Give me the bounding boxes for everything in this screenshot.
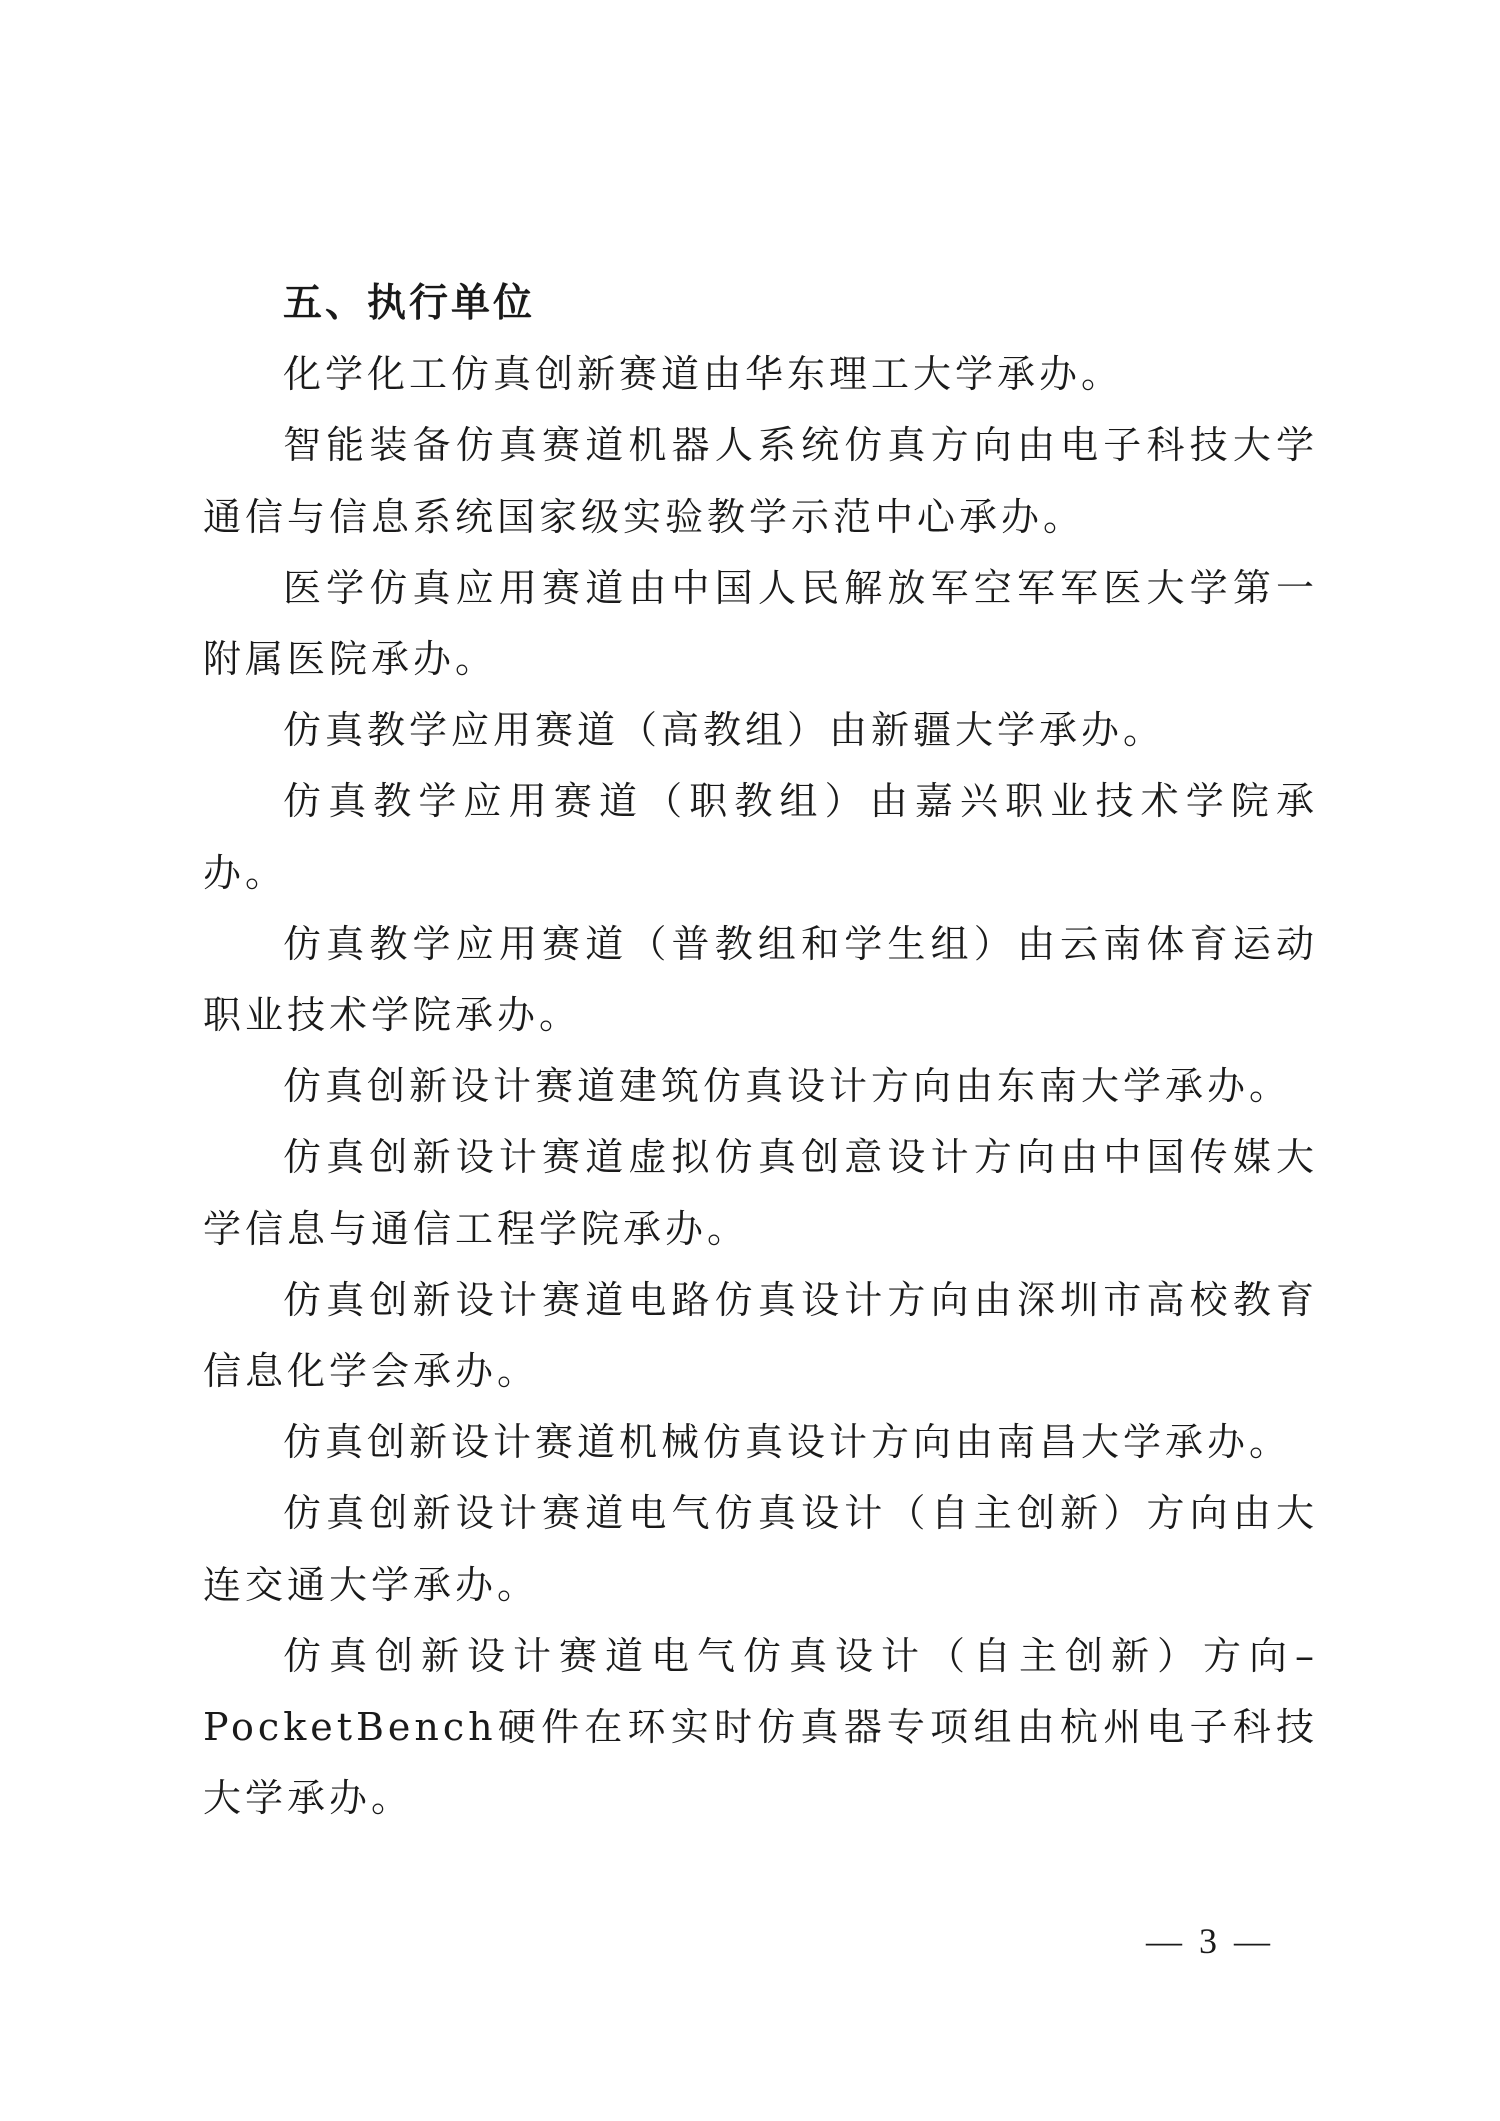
paragraph: 化学化工仿真创新赛道由华东理工大学承办。 [283,352,1124,397]
paragraph: 医学仿真应用赛道由中国人民解放军空军军医大学第一附属医院承办。 [203,565,1318,682]
paragraph: 仿真创新设计赛道机械仿真设计方向由南昌大学承办。 [283,1420,1292,1465]
paragraph: 仿真创新设计赛道虚拟仿真创意设计方向由中国传媒大学信息与通信工程学院承办。 [203,1135,1318,1251]
paragraph: 仿真教学应用赛道（高教组）由新疆大学承办。 [283,708,1166,753]
paragraph: 智能装备仿真赛道机器人系统仿真方向由电子科技大学通信与信息系统国家级实验教学示范中心承办。 [203,423,1318,539]
paragraph: 仿真创新设计赛道电路仿真设计方向由深圳市高校教育信息化学会承办。 [203,1277,1318,1394]
paragraph: 仿真创新设计赛道电气仿真设计（自主创新）方向由大连交通大学承办。 [203,1491,1318,1607]
paragraph: 仿真创新设计赛道建筑仿真设计方向由东南大学承办。 [283,1064,1292,1109]
paragraph: 仿真教学应用赛道（职教组）由嘉兴职业技术学院承办。 [203,779,1318,895]
section-heading: 五、执行单位 [283,281,536,326]
page-number: — 3 — [1146,1921,1274,1961]
paragraph: 仿真创新设计赛道电气仿真设计（自主创新）方向–PocketBench硬件在环实时仿真器专项组由杭州电子科技大学承办。 [203,1633,1318,1821]
paragraph: 仿真教学应用赛道（普教组和学生组）由云南体育运动职业技术学院承办。 [203,921,1318,1038]
document-body [203,268,1318,1834]
